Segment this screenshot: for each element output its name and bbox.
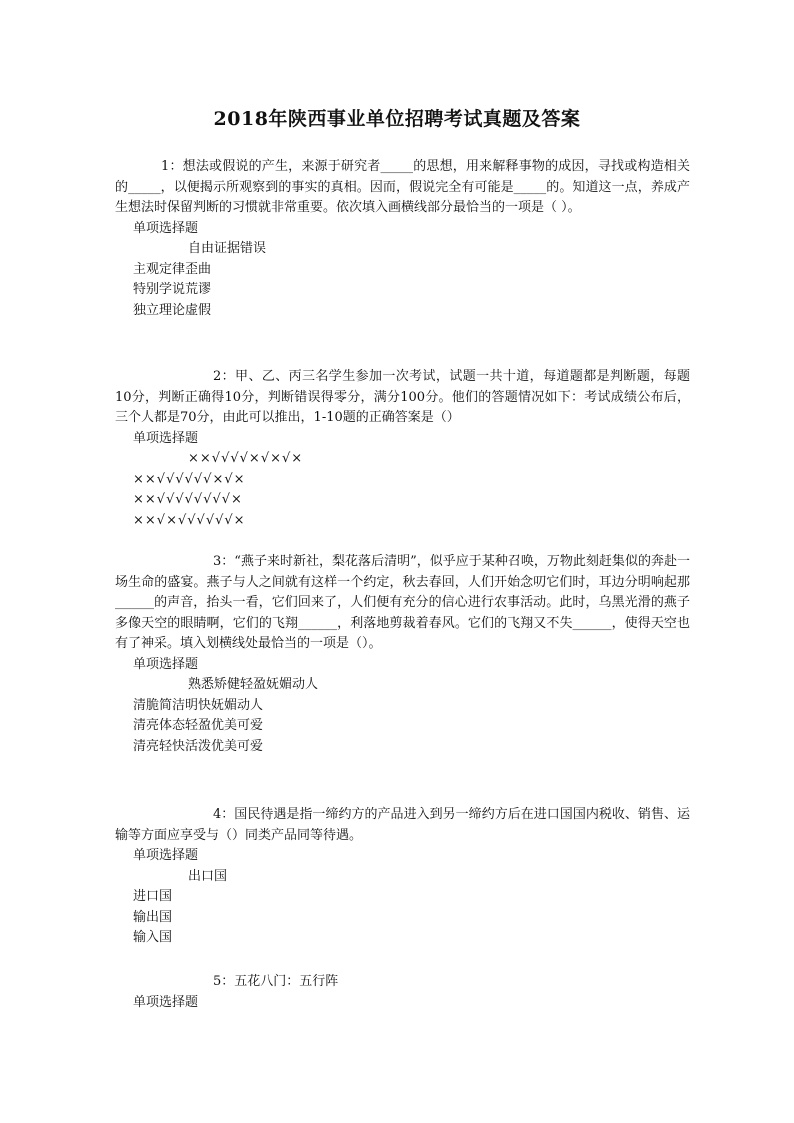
question-type: 单项选择题 bbox=[133, 994, 199, 1010]
document-title: 2018年陕西事业单位招聘考试真题及答案 bbox=[213, 108, 581, 130]
question-type: 单项选择题 bbox=[133, 220, 199, 236]
option-d: ××√×√√√√√√× bbox=[133, 512, 246, 528]
question-5 bbox=[115, 972, 690, 1013]
question-4 bbox=[115, 805, 690, 949]
question-stem: 1：想法或假说的产生，来源于研究者_____的思想，用来解释事物的成因，寻找或构造相关的_____，以便揭示所观察到的事实的真相。因而，假说完全有可能是_____的。知道这一点，养成产生想法时保留判断的习惯就非常重要。依次填入画横线部分最恰当的一项是（ ）。 bbox=[115, 159, 690, 215]
option-b: 主观定律歪曲 bbox=[133, 261, 212, 277]
option-a: ××√√√√×√×√× bbox=[188, 451, 304, 466]
question-stem: 5：五花八门：五行阵 bbox=[213, 974, 339, 989]
option-c: 输出国 bbox=[133, 909, 173, 925]
option-c: 特别学说荒谬 bbox=[133, 282, 212, 297]
option-d: 输入国 bbox=[133, 930, 173, 945]
option-a: 出口国 bbox=[188, 868, 228, 884]
option-b: 清脆简洁明快妩媚动人 bbox=[133, 697, 264, 713]
question-2 bbox=[115, 367, 690, 531]
question-type: 单项选择题 bbox=[133, 848, 199, 863]
question-type: 单项选择题 bbox=[133, 430, 199, 446]
question-1 bbox=[115, 157, 690, 321]
question-stem: 4：国民待遇是指一缔约方的产品进入到另一缔约方后在进口国国内税收、销售、运输等方面应享受与（）同类产品同等待遇。 bbox=[115, 807, 690, 843]
question-type: 单项选择题 bbox=[133, 656, 199, 672]
option-d: 独立理论虚假 bbox=[133, 302, 212, 318]
option-d: 清亮轻快活泼优美可爱 bbox=[133, 738, 264, 754]
option-c: ××√√√√√√√√× bbox=[133, 492, 243, 507]
question-stem: 2：甲、乙、丙三名学生参加一次考试，试题一共十道，每道题都是判断题，每题10分，判断正确得10分，判断错误得零分，满分100分。他们的答题情况如下：考试成绩公布后，三个人都是70分，由此可以推出，1-10题的正确答案是（） bbox=[115, 369, 690, 425]
option-a: 自由证据错误 bbox=[188, 241, 267, 256]
question-3 bbox=[115, 552, 690, 757]
option-b: ××√√√√√√×√× bbox=[133, 471, 246, 487]
option-a: 熟悉矫健轻盈妩媚动人 bbox=[188, 677, 319, 692]
question-stem: 3：“燕子来时新社，梨花落后清明”，似乎应于某种召唤，万物此刻赶集似的奔赴一场生命的盛宴。燕子与人之间就有这样一个约定，秋去春回，人们开始念叨它们时，耳边分明响起那______的声音，抬头一看，它们回来了，人们便有充分的信心进行农事活动。此时，乌黑光滑的燕子多像天空的眼睛啊，它们的飞翔______，利落地剪裁着春风。它们的飞翔又不失______，使得天空也有了神采。填入划横线处最恰当的一项是（）。 bbox=[115, 554, 690, 651]
option-b: 进口国 bbox=[133, 889, 173, 904]
option-c: 清亮体态轻盈优美可爱 bbox=[133, 718, 264, 733]
